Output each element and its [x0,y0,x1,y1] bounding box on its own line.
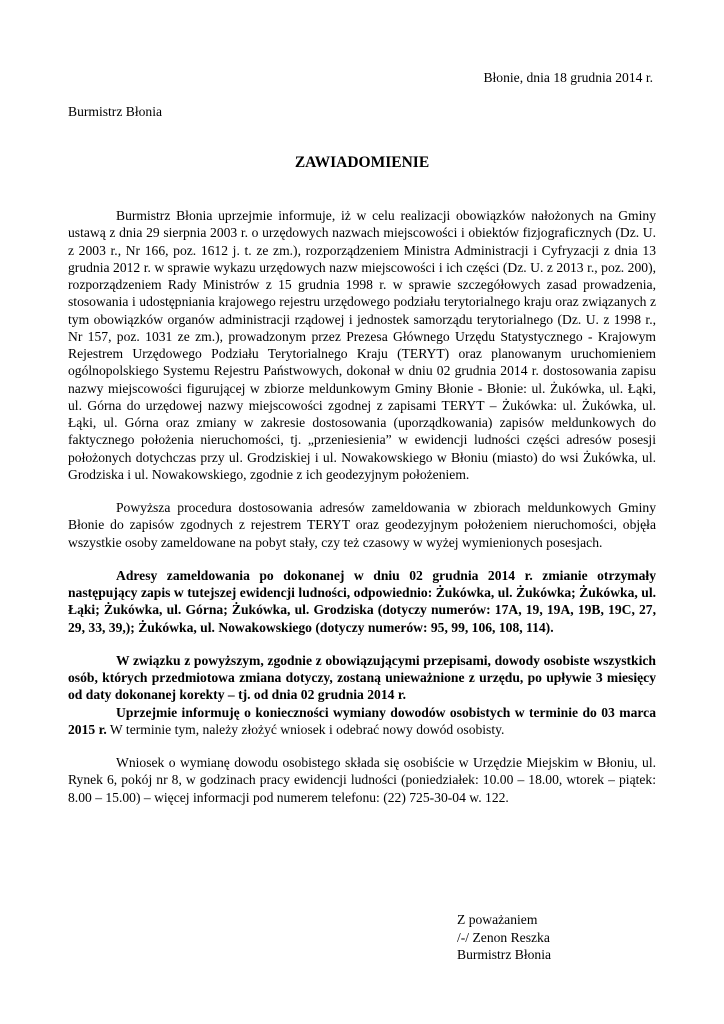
paragraph-id-invalidation: W związku z powyższym, zgodnie z obowiązującymi przepisami, dowody osobiste wszystkich osób, których przedmiotowa zmiana dotyczy, zostaną unieważnione z urzędu, po upływie 3 miesięcy od daty dokonanej korekty – tj. od dnia 02 grudnia 2014 r. [68,652,656,703]
place-date: Błonie, dnia 18 grudnia 2014 r. [483,70,653,85]
document-body [68,207,656,806]
sender: Burmistrz Błonia [68,104,163,119]
closing-greeting: Z poważaniem [457,912,538,927]
paragraph-procedure: Powyższa procedura dostosowania adresów zameldowania w zbiorach meldunkowych Gminy Błonie do zapisów zgodnych z rejestrem TERYT oraz geodezyjnym położeniem nieruchomości, objęła wszystkie osoby zameldowane na pobyt stały, czy też czasowy w wyżej wymienionych posesjach. [68,500,656,550]
deadline-regular-text: W terminie tym, należy złożyć wniosek i odebrać nowy dowód osobisty. [106,721,505,737]
closing-block [457,911,551,964]
document-title: ZAWIADOMIENIE [294,154,430,171]
paragraph-replacement-deadline [68,704,656,739]
closing-role: Burmistrz Błonia [457,947,552,962]
deadline-bold-text: Uprzejmie informuję o konieczności wymiany dowodów osobistych w terminie do 03 marca 2015 r. [68,704,656,737]
paragraph-new-addresses: Adresy zameldowania po dokonanej w dniu 02 grudnia 2014 r. zmianie otrzymały następujący zapis w tutejszej ewidencji ludności, odpowiednio: Żukówka, ul. Żukówka; Żukówka, ul. Łąki; Żukówka, ul. Górna; Żukówka, ul. Grodziska (dotyczy numerów: 17A, 19, 19A, 19B, 19C, 27, 29, 33, 39,); Żukówka, ul. Nowakowskiego (dotyczy numerów: 95, 99, 106, 108, 114). [68,567,656,635]
paragraph-intro: Burmistrz Błonia uprzejmie informuje, iż w celu realizacji obowiązków nałożonych na Gminy ustawą z dnia 29 sierpnia 2003 r. o urzędowych nazwach miejscowości i obiektów fizjograficznych (Dz. U. z 2003 r., Nr 166, poz. 1612 j. t. ze zm.), rozporządzeniem Ministra Administracji i Cyfryzacji z dnia 13 grudnia 2012 r. w sprawie wykazu urzędowych nazw miejscowości i ich części (Dz. U. z 2013 r., poz. 200), rozporządzeniem Rady Ministrów z 15 grudnia 1998 r. w sprawie szczegółowych zasad prowadzenia, stosowania i udostępniania krajowego rejestru urzędowego podziału terytorialnego kraju oraz związanych z tym obowiązków organów administracji rządowej i jednostek samorządu terytorialnego (Dz. U. z 1998 r., Nr 157, poz. 1031 ze zm.), prowadzonym przez Prezesa Głównego Urzędu Statystycznego - Krajowym Rejestrem Urzędowego Podziału Terytorialnego Kraju (TERYT) oraz planowanym uruchomieniem ogólnopolskiego Systemu Rejestru Państwowych, dokonał w dniu 02 grudnia 2014 r. dostosowania zapisu nazwy miejscowości figurującej w zbiorze meldunkowym Gminy Błonie - Błonie: ul. Żukówka, ul. Łąki, ul. Górna do urzędowej nazwy miejscowości zgodnej z zapisami TERYT – Żukówka: ul. Żukówka, ul. Łąki, ul. Górna oraz zmiany w zakresie dostosowania (uporządkowania) zapisów meldunkowych do faktycznego położenia nieruchomości, tj. „przeniesienia” w ewidencji ludności części adresów posesji położonych dotychczas przy ul. Grodziskiej i ul. Nowakowskiego w Błoniu (miasto) do wsi Żukówka, ul. Grodziska i ul. Nowakowskiego, zgodnie z ich geodezyjnym położeniem. [68,208,656,482]
paragraph-application-info: Wniosek o wymianę dowodu osobistego składa się osobiście w Urzędzie Miejskim w Błoniu, ul. Rynek 6, pokój nr 8, w godzinach pracy ewidencji ludności (poniedziałek: 10.00 – 18.00, wtorek – piątek: 8.00 – 15.00) – więcej informacji pod numerem telefonu: (22) 725-30-04 w. 122. [68,755,656,805]
closing-signature: /-/ Zenon Reszka [457,929,550,945]
